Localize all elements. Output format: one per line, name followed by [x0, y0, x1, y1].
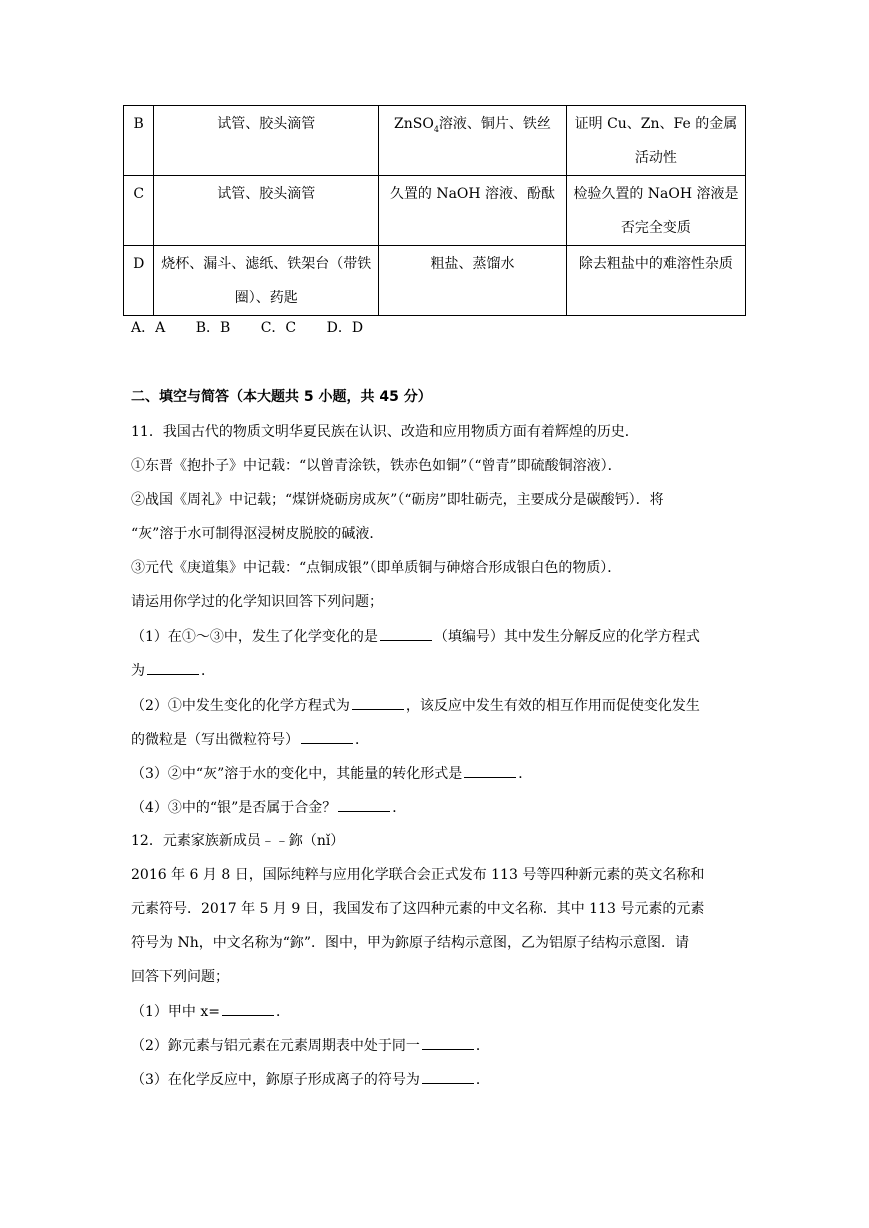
choice-b[interactable]: B．B	[195, 320, 231, 336]
question-text: （填编号）其中发生分解反应的化学方程式	[433, 629, 700, 645]
period: ．	[201, 663, 215, 679]
period: ．	[355, 732, 369, 748]
purpose-cell: 证明 Cu、Zn、Fe 的金属活动性	[566, 106, 745, 176]
q11-item3: ③元代《庚道集》中记载：“点铜成银”（即单质铜与砷熔合形成银白色的物质）．	[131, 560, 622, 576]
answer-blank[interactable]	[147, 660, 199, 675]
instruments-cell: 烧杯、漏斗、滤纸、铁架台（带铁圈）、药匙	[154, 246, 379, 316]
choice-a[interactable]: A．A	[131, 320, 166, 336]
q12-sub3	[131, 1069, 490, 1090]
reagents-text: ZnSO	[394, 116, 434, 132]
purpose-cell: 检验久置的 NaOH 溶液是否完全变质	[566, 176, 745, 246]
question-text: （2）①中发生变化的化学方程式为	[131, 698, 350, 714]
q12-paragraph-line: 符号为 Nh，中文名称为“鉨”．图中，甲为鉨原子结构示意图，乙为铝原子结构示意图．请	[131, 935, 690, 951]
option-cell: C	[124, 176, 154, 246]
q11-item2-cont: “灰”溶于水可制得沤浸树皮脱胶的碱液．	[131, 526, 384, 542]
question-text: （3）在化学反应中，鉨原子形成离子的符号为	[131, 1072, 420, 1088]
q11-sub1-cont	[131, 660, 215, 681]
choice-d[interactable]: D．D	[326, 320, 364, 336]
answer-blank[interactable]	[301, 729, 353, 744]
question-text: 的微粒是（写出微粒符号）	[131, 732, 299, 748]
period: ．	[518, 766, 533, 782]
q11-prompt: 请运用你学过的化学知识回答下列问题；	[131, 594, 383, 610]
question-text: （1）甲中 x=	[131, 1004, 220, 1020]
instruments-cell: 试管、胶头滴管	[154, 176, 379, 246]
q12-paragraph-line: 回答下列问题；	[131, 969, 229, 985]
question-text: （1）在①～③中，发生了化学变化的是	[131, 629, 378, 645]
subscript: 4	[433, 124, 439, 134]
q12-sub1	[131, 1001, 290, 1022]
choice-c[interactable]: C．C	[260, 320, 297, 336]
answer-blank[interactable]	[338, 797, 390, 812]
period: ．	[475, 1038, 490, 1054]
q11-item1: ①东晋《抱扑子》中记载：“以曾青涂铁，铁赤色如铜”（“曾青”即硫酸铜溶液）．	[131, 458, 622, 474]
experiment-table	[123, 105, 746, 316]
period: ．	[275, 1004, 290, 1020]
option-cell: D	[124, 246, 154, 316]
table-row	[124, 106, 746, 176]
answer-choices	[131, 318, 389, 338]
reagents-text: 溶液、铜片、铁丝	[438, 116, 551, 132]
q11-item2: ②战国《周礼》中记载；“煤饼烧砺房成灰”（“砺房”即牡砺壳，主要成分是碳酸钙）．将	[131, 492, 664, 508]
answer-blank[interactable]	[464, 763, 516, 778]
q11-sub3	[131, 763, 532, 784]
answer-blank[interactable]	[222, 1001, 274, 1016]
instruments-cell: 试管、胶头滴管	[154, 106, 379, 176]
question-text: 为	[131, 663, 145, 679]
table-row	[124, 176, 746, 246]
q12-sub2	[131, 1035, 490, 1056]
question-text: （2）鉨元素与铝元素在元素周期表中处于同一	[131, 1038, 420, 1054]
q12-paragraph-line: 2016 年 6 月 8 日，国际纯粹与应用化学联合会正式发布 113 号等四种新元素的英文名称和	[131, 867, 705, 883]
reagents-cell: 久置的 NaOH 溶液、酚酞	[379, 176, 567, 246]
q11-sub1	[131, 626, 700, 647]
period: ．	[475, 1072, 490, 1088]
q11-sub2-cont	[131, 729, 369, 750]
q11-intro: 11．我国古代的物质文明华夏民族在认识、改造和应用物质方面有着辉煌的历史．	[131, 424, 639, 440]
question-text: （3）②中“灰”溶于水的变化中，其能量的转化形式是	[131, 766, 463, 782]
q11-sub4	[131, 797, 406, 818]
q12-paragraph-line: 元素符号．2017 年 5 月 9 日，我国发布了这四种元素的中文名称．其中 113 号元素的元素	[131, 901, 705, 917]
purpose-cell: 除去粗盐中的难溶性杂质	[566, 246, 745, 316]
q12-title: 12．元素家族新成员﹣﹣鉨（nǐ）	[131, 833, 345, 849]
table-row	[124, 246, 746, 316]
reagents-cell	[379, 106, 567, 176]
option-cell: B	[124, 106, 154, 176]
answer-blank[interactable]	[422, 1035, 474, 1050]
answer-blank[interactable]	[352, 695, 404, 710]
question-text: （4）③中的“银”是否属于合金？	[131, 800, 337, 816]
answer-blank[interactable]	[422, 1069, 474, 1084]
reagents-cell: 粗盐、蒸馏水	[379, 246, 567, 316]
q11-sub2	[131, 695, 700, 716]
period: ．	[392, 800, 407, 816]
section-title: 二、填空与简答（本大题共 5 小题，共 45 分）	[131, 389, 432, 405]
answer-blank[interactable]	[380, 626, 432, 641]
question-text: ，该反应中发生有效的相互作用而促使变化发生	[405, 698, 700, 714]
